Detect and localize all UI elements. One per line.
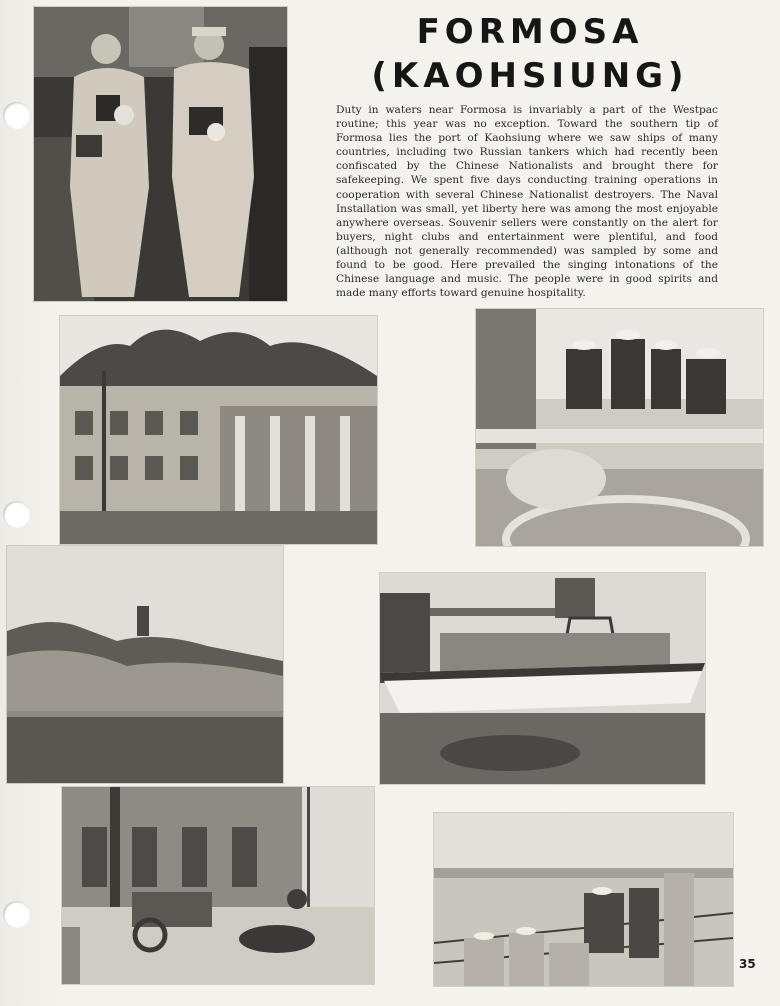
article-body: Duty in waters near Formosa is invariably a part of the Westpac routine; this year was no exception. Toward the southern tip of Formosa lies the port of Kaohsiung where we saw ships of many countries, including two Russian tankers which had recently been confiscated by the Chinese Nationalists and brought there for safekeeping. We spent five days conducting training operations in cooperation with several Chinese Nationalist destroyers. The Naval Installation was small, yet liberty here was among the most enjoyable anywhere overseas. Souvenir sellers were constantly on the alert for buyers, night clubs and entertainment were plentiful, and food (although not generally recommended) was sampled by some and found to be good. Here prevailed the singing intonations of the Chinese language and music. The people were in good spirits and made many efforts toward genuine hospitality.: [336, 104, 718, 300]
article-title-line2: (KAOHSIUNG): [371, 56, 689, 96]
binder-hole: [3, 501, 30, 528]
photo-chinese-temple: [60, 316, 377, 544]
photo-street-with-cart: [62, 787, 374, 984]
article-title-line1: FORMOSA: [416, 12, 644, 52]
photo-two-men-with-cameras: [34, 7, 287, 301]
photo-sailors-on-deck: [476, 309, 763, 546]
binder-hole: [3, 901, 30, 928]
photo-rocky-coastline: [7, 546, 283, 783]
page-number: 35: [739, 957, 756, 971]
photo-sailors-relaxing: [434, 813, 733, 986]
photo-boat-at-pier: [380, 573, 705, 784]
binder-hole: [3, 102, 30, 129]
